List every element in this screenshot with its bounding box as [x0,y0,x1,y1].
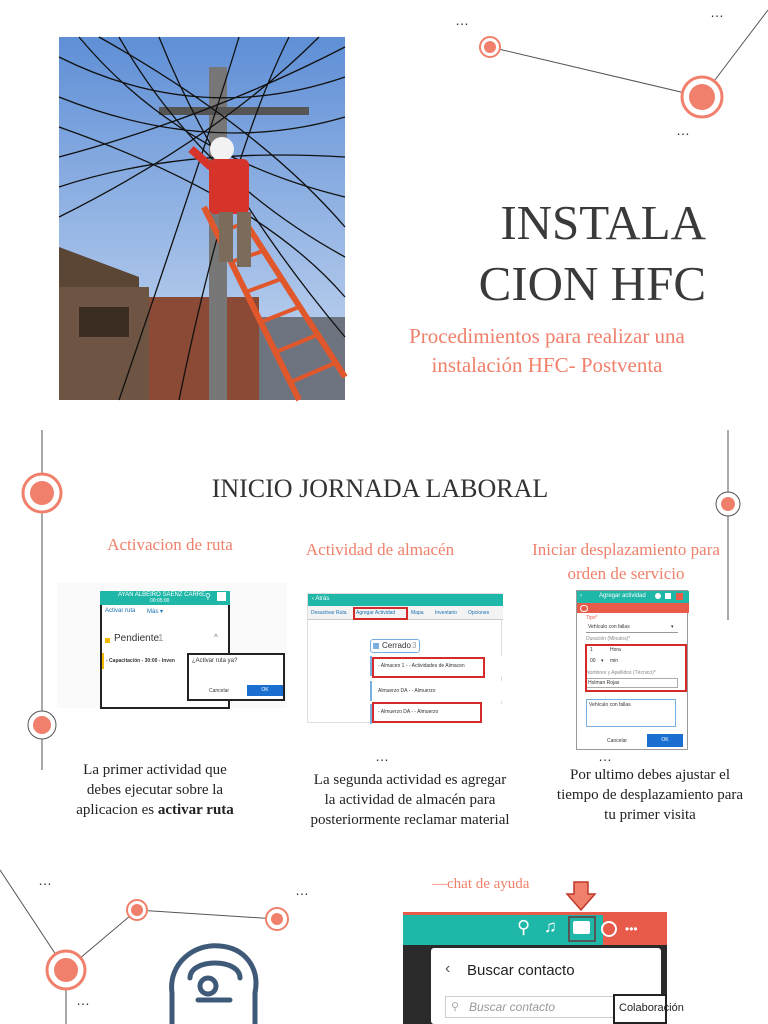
ellipsis-decor: … [710,4,725,20]
back-chevron-icon[interactable]: ‹ [445,960,451,977]
chevron-down-icon[interactable]: ▾ [601,658,604,664]
pending-count: 1 [158,633,164,644]
tab-add-activity[interactable]: Agregar Actividad [356,610,396,616]
name-input[interactable]: Holman Rojas [588,680,620,686]
hours-input[interactable]: 1 [590,647,593,653]
chat-icon[interactable] [573,921,590,934]
ellipsis-decor: … [455,12,470,28]
search-icon[interactable]: ⚲ [205,592,211,601]
highlight-warehouse-row [372,657,485,678]
step-1-desc-bold: activar ruta [157,802,234,818]
collaboration-label: Colaboración [619,1002,684,1014]
step-1-desc-line-2: debes ejecutar sobre la [86,782,224,798]
hero-photo-technician [59,37,345,400]
step-1-description [55,760,255,820]
ellipsis-decor: … [375,748,390,764]
step-3-desc-line-3: tu primer visita [604,807,696,823]
cancel-button[interactable]: Cancelar [607,738,628,744]
name-label: Nombres y Apellidos (Técnico)* [586,670,656,676]
step-1-app-header [100,591,230,605]
type-label: Tipo* [586,615,598,621]
lunch-row-2[interactable]: - Almuerzo DA - - Almuerzo [378,709,439,715]
subtitle-line-1: Procedimientos para realizar una [409,324,685,348]
search-icon: ⚲ [451,1001,460,1013]
type-select[interactable]: Vehículo con fallas [588,624,630,630]
back-chevron-icon[interactable]: ‹ [580,593,582,599]
highlight-lunch-row [372,702,482,723]
main-title [426,192,706,314]
pending-indicator-icon [105,638,110,643]
chevron-up-icon[interactable]: ^ [214,633,218,642]
step-3-desc-line-2: tiempo de desplazamiento para [556,787,744,803]
bell-icon[interactable] [665,593,671,599]
bell-icon[interactable]: ♫ [544,917,557,936]
step-3-title [510,538,742,586]
closed-indicator-icon [373,643,379,649]
decorative-right-line [710,430,750,620]
training-row[interactable]: - Capacitación - 30:00 - Inven [106,658,175,664]
dialog-question: ¿Activar ruta ya? [192,658,238,664]
pending-status: Pendiente [114,633,160,644]
chevron-down-icon[interactable]: ▾ [671,624,674,630]
decorative-network-top [440,0,768,160]
chat-screenshot [403,912,684,1024]
notes-textarea[interactable] [586,699,676,727]
warehouse-activity-row[interactable]: - Almacen 1 - - Actividades de Almacen [378,663,465,669]
search-contact-title: Buscar contacto [467,962,575,979]
step-1-desc-line-3: aplicacion es [76,802,158,818]
activate-route-menu[interactable]: Activar ruta [105,608,136,614]
ellipsis-decor: … [295,882,310,898]
tab-map[interactable]: Mapa [411,610,424,616]
step-3-screenshot [576,590,688,750]
step-3-desc-line-1: Por ultimo debes ajustar el [570,767,730,783]
duration-label: Duración (Minutos)* [586,636,631,642]
back-link[interactable]: ‹ Atrás [312,596,330,602]
hours-unit: Hora [610,647,621,653]
support-agent-icon [160,938,270,1024]
step-1-header-time: 00:05:00 [150,598,170,604]
dialog-cancel-button[interactable]: Cancelar [209,688,230,694]
search-icon[interactable] [655,593,661,599]
step-3-title-line-2: orden de servicio [567,564,685,583]
dialog-ok-button[interactable]: OK [247,685,283,696]
step-1-title: Activacion de ruta [107,535,233,554]
title-line-1: INSTALA [500,195,706,250]
step-2-title: Actividad de almacén [305,540,455,559]
collaboration-tab[interactable] [613,994,684,1024]
ok-button[interactable]: OK [647,734,683,747]
ellipsis-decor: … [676,122,691,138]
step-2-desc-line-1: La segunda actividad es agregar [313,772,507,788]
more-menu[interactable]: Más ▾ [147,609,164,615]
ellipsis-decor: … [598,748,613,764]
activate-route-dialog [187,653,285,701]
step-3-description [532,765,768,825]
step-2-desc-line-3: posteriormente reclamar material [310,812,510,828]
highlight-add-activity [353,607,408,620]
section-title: INICIO JORNADA LABORAL [211,474,549,503]
closed-count: 3 [412,641,417,650]
lunch-row-1[interactable]: Almuerzo DA - - Almuerzo [378,688,436,694]
notes-value: Vehículo con fallas [589,702,631,708]
add-activity-header: Agregar actividad [599,593,646,599]
search-icon[interactable]: ⚲ [517,917,531,937]
closed-status: Cerrado [382,641,411,650]
step-2-description [285,770,535,830]
clock-icon[interactable] [601,921,617,937]
title-line-2: CION HFC [478,256,706,311]
step-1-screenshot [57,583,287,708]
truck-icon [580,605,588,612]
more-icon[interactable]: ••• [625,922,638,936]
tab-options[interactable]: Opciones [468,610,490,616]
tab-deactivate-route[interactable]: Desactivar Ruta [311,610,347,616]
chat-icon[interactable] [217,592,226,601]
technician-on-pole-illustration [59,37,345,400]
chat-icon[interactable] [676,593,683,600]
minutes-select[interactable]: 00 [590,658,596,664]
step-1-header-name: AYAN ALBEIRO SAENZ CARRE [118,592,206,598]
chat-help-label: —chat de ayuda [432,876,530,892]
step-1-desc-line-1: La primer actividad que [83,762,227,778]
step-2-desc-line-2: la actividad de almacén para [324,792,496,808]
subtitle-line-2: instalación HFC- Postventa [431,353,663,377]
tab-inventory[interactable]: Inventario [435,610,457,616]
minutes-unit: min [610,658,619,664]
ellipsis-decor: … [38,872,53,888]
arrow-down-icon [565,880,597,912]
step-2-screenshot [307,593,502,723]
ellipsis-decor: … [76,992,91,1008]
highlight-duration-fields [585,644,687,692]
search-contact-input[interactable]: Buscar contacto [469,1000,556,1014]
subtitle [372,322,722,380]
step-3-title-line-1: Iniciar desplazamiento para [532,540,720,559]
